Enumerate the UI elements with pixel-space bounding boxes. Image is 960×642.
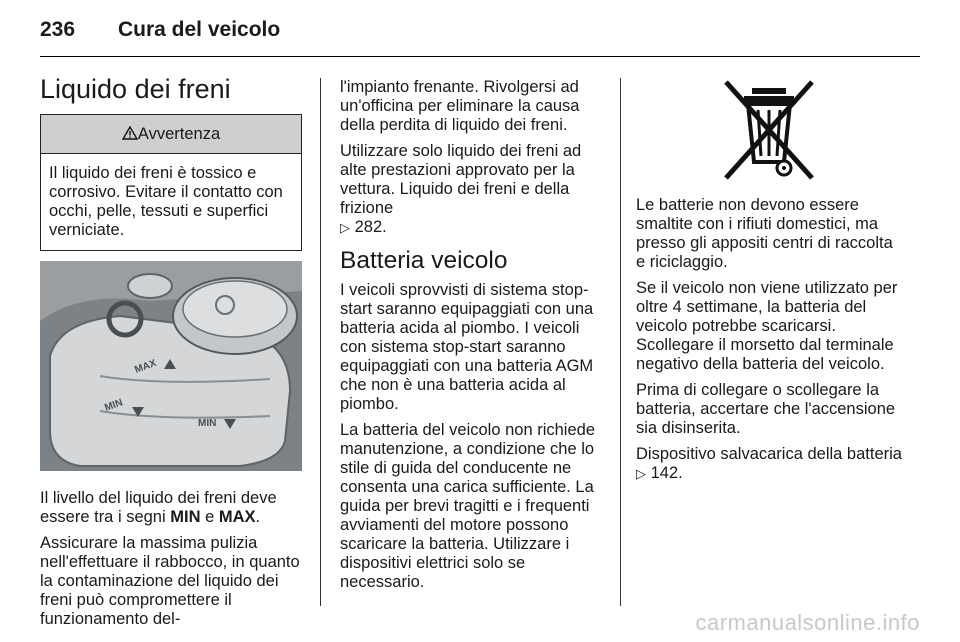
warning-triangle-icon	[122, 126, 138, 140]
brake-fluid-reservoir-photo	[40, 261, 302, 471]
brake-reservoir-illustration	[40, 261, 302, 471]
warning-box	[40, 114, 302, 251]
page-reference-arrow-icon: ▷	[340, 220, 350, 235]
section-title: Liquido dei freni	[40, 74, 231, 104]
paragraph: Prima di collegare o scollegare la batteria, accertare che l'accensione sia disinserita.	[636, 381, 896, 437]
warning-header	[41, 115, 301, 154]
text-run: Utilizzare solo liquido dei freni ad alte prestazioni approvato per la vettura. Liquido dei freni e della frizione	[340, 142, 582, 217]
page-reference[interactable]: 142.	[650, 464, 683, 482]
header-rule	[40, 56, 920, 57]
text-run: Dispositivo salvacarica della batteria	[636, 445, 902, 463]
paragraph	[40, 489, 302, 527]
column-2	[340, 78, 602, 599]
max-term: MAX	[218, 508, 256, 526]
paragraph: I veicoli sprovvisti di sistema stop-start saranno equipaggiati con una batteria acida al piombo. I veicoli con sistema stop-start saranno equipaggiati con una batteria AGM che non è una batteria acida al piombo.	[340, 281, 594, 413]
text-run: Il livello del liquido dei freni deve essere tra i segni	[40, 489, 277, 526]
watermark: carmanualsonline.info	[695, 610, 920, 635]
paragraph: l'impianto frenante. Rivolgersi ad un'officina per eliminare la causa della perdita di liquido dei freni.	[340, 78, 580, 134]
page-number: 236	[40, 18, 76, 41]
paragraph	[340, 142, 602, 237]
section-heading: Batteria veicolo	[340, 247, 508, 274]
min-mark-label-2: MIN	[198, 418, 217, 429]
column-divider	[320, 78, 321, 606]
text-run: e	[200, 508, 219, 526]
warning-title: Avvertenza	[137, 125, 221, 143]
column-1	[40, 74, 302, 636]
page-reference[interactable]: 282.	[354, 218, 387, 236]
paragraph	[636, 445, 902, 483]
max-mark-label: MAX	[133, 357, 158, 376]
paragraph: La batteria del veicolo non richiede manutenzione, a condizione che lo stile di guida del conducente ne consenta una carica sufficiente. La guida per brevi tragitti e i frequenti avviamenti del motore possono scaricare la batteria. Utilizzare i dispositivi elettrici solo se necessario.	[340, 421, 596, 591]
min-term: MIN	[170, 508, 201, 526]
column-3	[636, 74, 902, 490]
crossed-out-bin-icon	[714, 74, 824, 184]
paragraph: Se il veicolo non viene utilizzato per oltre 4 settimane, la batteria del veicolo potrebbe scaricarsi. Scollegare il morsetto dal terminale negativo della batteria del veicolo.	[636, 279, 898, 373]
text-run: .	[255, 508, 261, 526]
min-mark-label: MIN	[103, 397, 125, 414]
column-divider	[620, 78, 621, 606]
warning-text: Il liquido dei freni è tossico e corrosivo. Evitare il contatto con occhi, pelle, tessuti e superfici verniciate.	[49, 164, 283, 239]
paragraph: Le batterie non devono essere smaltite con i rifiuti domestici, ma presso gli appositi centri di raccolta e riciclaggio.	[636, 196, 893, 271]
paragraph: Assicurare la massima pulizia nell'effettuare il rabbocco, in quanto la contaminazione del liquido dei freni può compromettere il funzionamento del-	[40, 534, 300, 628]
page-reference-arrow-icon: ▷	[636, 466, 646, 481]
chapter-title: Cura del veicolo	[118, 18, 281, 41]
